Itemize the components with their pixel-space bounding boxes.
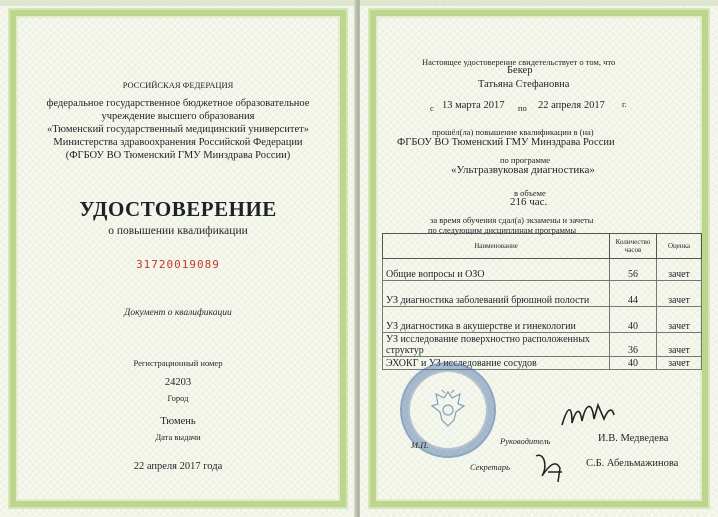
- subject-hours: 36: [610, 333, 657, 357]
- to-label: по: [518, 103, 527, 113]
- col-grade-header: Оценка: [657, 234, 702, 259]
- city: Тюмень: [160, 416, 196, 427]
- exams-line-1: за время обучения сдал(а) экзамены и зачеты: [430, 215, 594, 225]
- col-name-header: Наименование: [383, 234, 610, 259]
- top-edge: [0, 0, 356, 6]
- country-heading: РОССИЙСКАЯ ФЕДЕРАЦИЯ: [122, 80, 234, 90]
- date-to: 22 апреля 2017: [538, 100, 605, 111]
- institution-line-5: (ФГБОУ ВО Тюменский ГМУ Минздрава России): [65, 150, 291, 161]
- subject-grade: зачет: [657, 333, 702, 357]
- institution-line-2: учреждение высшего образования: [101, 111, 255, 122]
- volume: 216 час.: [510, 196, 548, 208]
- surname: Бекер: [507, 65, 533, 76]
- institution-line-4: Министерства здравоохранения Российской Федерации: [53, 137, 303, 148]
- document-type: Документ о квалификации: [124, 308, 232, 318]
- table-row: [383, 333, 702, 357]
- organization: ФГБОУ ВО Тюменский ГМУ Минздрава России: [397, 137, 615, 148]
- secretary-label: Секретарь: [470, 462, 510, 472]
- issue-date: 22 апреля 2017 года: [133, 461, 223, 472]
- passed-label: прошёл(ла) повышение квалификации в (на): [432, 127, 594, 137]
- left-page: [0, 0, 356, 517]
- subject-name: ЭХОКГ и УЗ исследование сосудов: [383, 357, 610, 370]
- document-title: УДОСТОВЕРЕНИЕ: [79, 197, 277, 221]
- date-from: 13 марта 2017: [442, 100, 505, 111]
- form-number: 31720019089: [136, 258, 220, 271]
- subject-grade: зачет: [657, 259, 702, 281]
- subject-hours: 44: [610, 281, 657, 307]
- city-label: Город: [167, 393, 189, 403]
- head-label: Руководитель: [500, 436, 551, 446]
- secretary-signature-icon: [530, 446, 570, 486]
- seal-place-label: М.П.: [411, 440, 429, 450]
- head-name: И.В. Медведева: [598, 433, 669, 444]
- subject-hours: 56: [610, 259, 657, 281]
- subject-grade: зачет: [657, 307, 702, 333]
- institution-line-1: федеральное государственное бюджетное образовательное: [46, 98, 310, 109]
- col-hours-header: Количество часов: [610, 234, 657, 259]
- right-page: [360, 0, 718, 517]
- subject-name: УЗ диагностика заболеваний брюшной полости: [383, 281, 610, 307]
- head-signature-icon: [558, 395, 618, 435]
- eagle-emblem-icon: [428, 386, 468, 432]
- top-edge-right: [360, 0, 718, 6]
- table-header-row: [383, 234, 702, 259]
- document-subtitle: о повышении квалификации: [108, 225, 248, 237]
- year-suffix: г.: [622, 99, 627, 109]
- subject-grade: зачет: [657, 281, 702, 307]
- program-label: по программе: [500, 155, 551, 165]
- subject-grade: зачет: [657, 357, 702, 370]
- reg-number-label: Регистрационный номер: [133, 358, 223, 368]
- subject-hours: 40: [610, 357, 657, 370]
- subjects-table: [382, 233, 702, 370]
- volume-label: в объеме: [514, 188, 546, 198]
- institution-line-3: «Тюменский государственный медицинский университет»: [47, 124, 309, 135]
- table-row: [383, 259, 702, 281]
- from-label: с: [430, 103, 434, 113]
- given-names: Татьяна Стефановна: [478, 79, 570, 90]
- table-row: [383, 281, 702, 307]
- program-name: «Ультразвуковая диагностика»: [451, 164, 595, 176]
- subject-name: Общие вопросы и ОЗО: [383, 259, 610, 281]
- issue-date-label: Дата выдачи: [155, 432, 201, 442]
- secretary-name: С.Б. Абельмажинова: [586, 458, 679, 469]
- table-row: [383, 307, 702, 333]
- exams-line-2: по следующим дисциплинам программы: [428, 225, 577, 235]
- reg-number: 24203: [164, 377, 192, 388]
- subject-hours: 40: [610, 307, 657, 333]
- subject-name: УЗ диагностика в акушерстве и гинекологии: [383, 307, 610, 333]
- intro-text: Настоящее удостоверение свидетельствует о том, что: [422, 57, 616, 67]
- subject-name: УЗ исследование поверхностно расположенных структур: [383, 333, 610, 357]
